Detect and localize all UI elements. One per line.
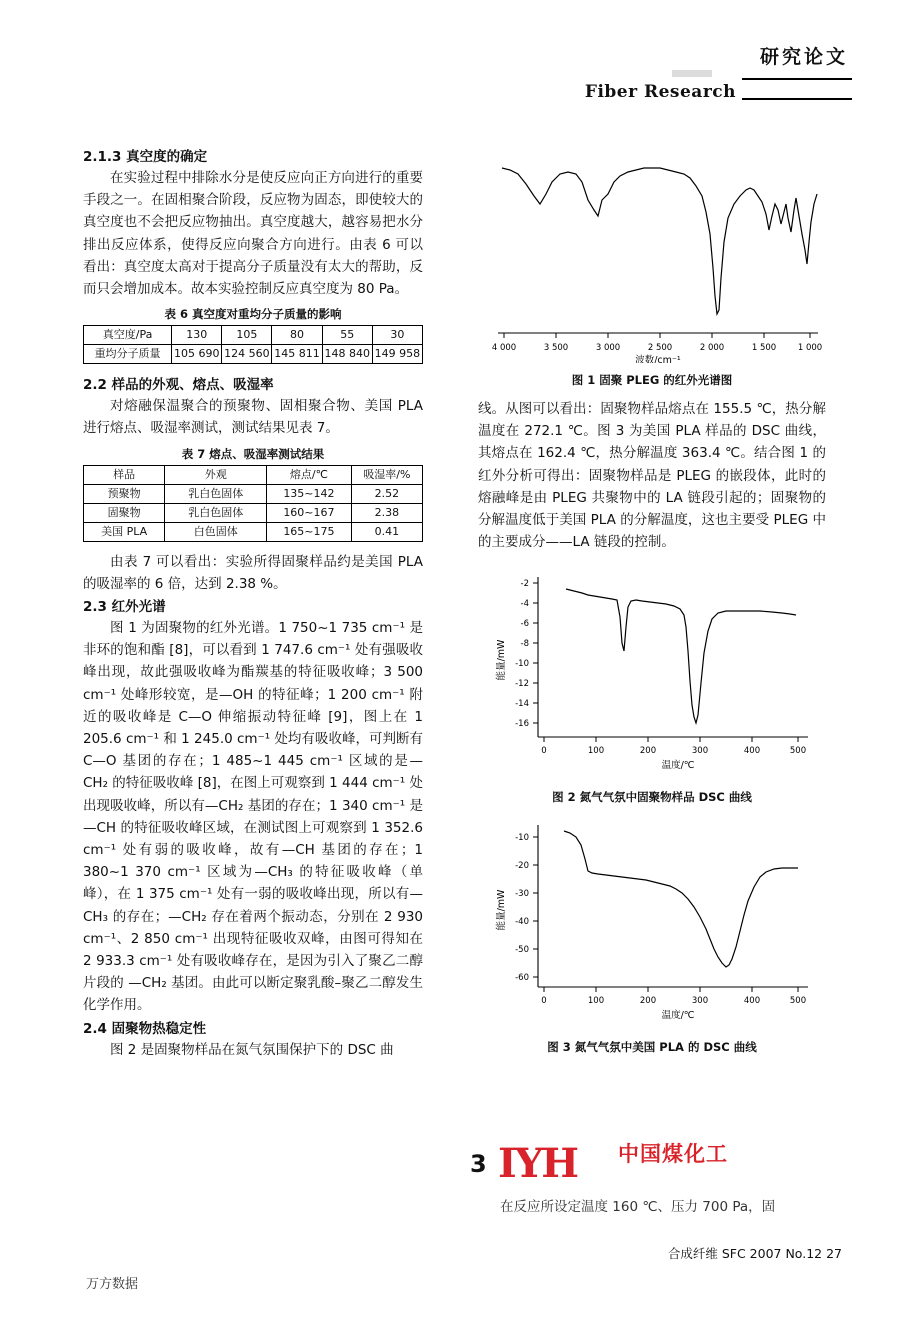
table-cell: 160~167 — [267, 503, 352, 522]
table-cell: 30 — [372, 326, 422, 345]
after-table7-paragraph: 由表 7 可以看出：实验所得固聚样品约是美国 PLA 的吸湿率的 6 倍，达到 2.38 %。 — [83, 553, 423, 592]
page-header — [532, 42, 852, 112]
axis-tick-label: 1 500 — [751, 343, 777, 353]
table-cell: 130 — [172, 326, 222, 345]
table-row — [84, 345, 423, 364]
axis-tick-label: -8 — [520, 639, 529, 650]
table-cell: 白色固体 — [165, 522, 267, 541]
section-23-body: 图 1 为固聚物的红外光谱。1 750~1 735 cm⁻¹ 是非环的饱和酯 [8]，可以看到 1 747.6 cm⁻¹ 处有强吸收峰出现，故此强吸收峰为酯羰基的特征吸收峰；3 500 cm⁻¹ 处峰形较宽，是—OH 的特征峰；1 200 cm⁻¹ 附近的吸收峰是 C—O 伸缩振动特征峰 [9]，图上在 1 205.6 cm⁻¹ 和 1 245.0 cm⁻¹ 处均有吸收峰，可判断有 C—O 基团的存在；1 485~1 445 cm⁻¹ 区域的是—CH₂ 的特征吸收峰 [8]，在图上可观察到 1 444 cm⁻¹ 处出现吸收峰，所以有—CH₂ 基团的存在；1 340 cm⁻¹ 是—CH 的特征吸收峰区域，在测试图上可观察到 1 352.6 cm⁻¹ 处有弱的吸收峰，故有—CH 基团的存在；1 380~1 370 cm⁻¹ 区域为—CH₃ 的特征吸收峰（单峰），在 1 375 cm⁻¹ 处有一弱的吸收峰出现，所以有—CH₃ 的存在；—CH₂ 存在着两个振动态，分别在 2 930 cm⁻¹、2 850 cm⁻¹ 出现特征吸收双峰，由图可得知在 2 933.3 cm⁻¹ 处有吸收峰存在，是因为引入了聚乙二醇片段的 —CH₂ 基团。由此可以断定聚乳酸–聚乙二醇发生化学作用。 — [83, 620, 423, 1014]
figure-2-caption: 图 2 氮气气氛中固聚物样品 DSC 曲线 — [552, 790, 752, 805]
axis-tick-label: -6 — [520, 619, 529, 630]
section-22-body: 对熔融保温聚合的预聚物、固相聚合物、美国 PLA 进行熔点、吸湿率测试，测试结果见表 7。 — [83, 398, 423, 437]
occluded-text-line: 在反应所设定温度 160 ℃、压力 700 Pa，固 — [500, 1199, 776, 1215]
table-6 — [83, 325, 423, 364]
table-row — [84, 522, 423, 541]
figure-2-xlabel: 温度/℃ — [661, 760, 695, 772]
axis-tick-label: -20 — [515, 861, 529, 872]
axis-tick-label: -30 — [515, 889, 529, 900]
table-7 — [83, 465, 423, 542]
figure-2-ylabel: 能量/mW — [496, 639, 507, 681]
axis-tick-label: -50 — [515, 945, 529, 956]
table-cell: 148 840 — [322, 345, 372, 364]
table-header-row — [84, 465, 423, 484]
figure-3 — [478, 815, 826, 1055]
axis-tick-label: -16 — [515, 719, 529, 730]
table-cell: 美国 PLA — [84, 522, 165, 541]
figure-3-ylabel: 能量/mW — [496, 889, 507, 931]
table-cell: 乳白色固体 — [165, 484, 267, 503]
table-cell: 135~142 — [267, 484, 352, 503]
axis-tick-label: 500 — [789, 996, 807, 1007]
figure-2-plot — [478, 565, 826, 780]
axis-tick-label: 0 — [541, 996, 547, 1007]
table-cell: 105 — [222, 326, 272, 345]
figure-2 — [478, 565, 826, 805]
section-22-heading: 2.2 样品的外观、熔点、吸湿率 — [83, 377, 274, 394]
table-cell: 预聚物 — [84, 484, 165, 503]
figure-3-dsc-line — [564, 831, 798, 967]
figure-1-plot — [478, 138, 826, 363]
figure-3-caption: 图 3 氮气气氛中美国 PLA 的 DSC 曲线 — [547, 1040, 757, 1055]
axis-tick-label: -14 — [515, 699, 529, 710]
table6-caption: 表 6 真空度对重均分子质量的影响 — [164, 307, 342, 322]
column-number: 3 — [470, 1150, 487, 1178]
axis-tick-label: -10 — [515, 833, 529, 844]
table7-caption: 表 7 熔点、吸湿率测试结果 — [181, 446, 325, 461]
axis-tick-label: 3 000 — [595, 343, 621, 353]
footer-citation: 合成纤维 SFC 2007 No.12 27 — [667, 1246, 842, 1261]
table-cell: 固聚物 — [84, 503, 165, 522]
axis-tick-label: -60 — [515, 973, 529, 984]
section-23-heading: 2.3 红外光谱 — [83, 599, 166, 616]
axis-tick-label: 500 — [789, 746, 807, 757]
figure-3-plot — [478, 815, 826, 1030]
right-paragraph-1: 线。从图可以看出：固聚物样品熔点在 155.5 ℃，热分解温度在 272.1 ℃。图 3 为美国 PLA 样品的 DSC 曲线，其熔点在 162.4 ℃，热分解温度 363.4 ℃。结合图 1 的红外分析可得出：固聚物样品是 PLEG 的嵌段体，此时的熔融峰是由 PLEG 共聚物中的 LA 链段引起的；固聚物的分解温度低于美国 PLA 的分解温度，这也主要受 PLEG 中的主要成分——LA 链段的控制。 — [478, 401, 826, 551]
axis-tick-label: 400 — [743, 996, 761, 1007]
axis-tick-label: 300 — [691, 996, 709, 1007]
figure-1 — [478, 138, 826, 388]
table-cell: 真空度/Pa — [84, 326, 172, 345]
right-column — [478, 138, 826, 1065]
table-cell: 2.38 — [351, 503, 422, 522]
axis-tick-label: 300 — [691, 746, 709, 757]
axis-tick-label: 2 500 — [647, 343, 673, 353]
table-row — [84, 503, 423, 522]
axis-tick-label: 1 000 — [797, 343, 823, 353]
figure-1-xlabel: 波数/cm⁻¹ — [635, 355, 681, 363]
cnmhg-logo — [470, 1138, 760, 1194]
table-cell: 重均分子质量 — [84, 345, 172, 364]
axis-tick-label: 0 — [541, 746, 547, 757]
axis-tick-label: 100 — [587, 746, 605, 757]
table-header-cell: 样品 — [84, 465, 165, 484]
axis-tick-label: 100 — [587, 996, 605, 1007]
axis-tick-label: 200 — [639, 996, 657, 1007]
axis-tick-label: 400 — [743, 746, 761, 757]
section-24-heading: 2.4 固聚物热稳定性 — [83, 1020, 207, 1037]
axis-tick-label: 2 000 — [699, 343, 725, 353]
header-title-cn: 研究论文 — [759, 46, 848, 68]
table-cell: 2.52 — [351, 484, 422, 503]
section-213-heading: 2.1.3 真空度的确定 — [83, 149, 208, 165]
axis-tick-label: 3 500 — [543, 343, 569, 353]
axis-tick-label: -10 — [515, 659, 529, 670]
table-cell: 80 — [272, 326, 322, 345]
section-213-body: 在实验过程中排除水分是使反应向正方向进行的重要手段之一。在固相聚合阶段，反应物为固态，即使较大的真空度也不会把反应物抽出。真空度越大，越容易把水分排出反应体系，使得反应向聚合方向进行。由表 6 可以看出：真空度太高对于提高分子质量没有太大的帮助，反而只会增加成本。故本实验控制反应真空度为 80 Pa。 — [83, 170, 423, 298]
header-rule-bottom — [742, 98, 852, 100]
table-header-cell: 外观 — [165, 465, 267, 484]
table-header-cell: 吸湿率/% — [351, 465, 422, 484]
figure-2-dsc-line — [566, 589, 796, 723]
logo-mark-icon: IYH — [498, 1140, 578, 1187]
table-cell: 0.41 — [351, 522, 422, 541]
axis-tick-label: -4 — [520, 599, 529, 610]
header-smudge — [672, 70, 712, 77]
logo-name-cn: 中国煤化工 — [618, 1142, 728, 1166]
section-24-body: 图 2 是固聚物样品在氮气氛围保护下的 DSC 曲 — [110, 1041, 394, 1058]
footer-watermark: 万方数据 — [86, 1277, 139, 1292]
table-cell: 105 690 — [172, 345, 222, 364]
header-rule-top — [742, 78, 852, 80]
figure-1-caption: 图 1 固聚 PLEG 的红外光谱图 — [571, 373, 733, 387]
left-column — [83, 145, 423, 1061]
figure-3-xlabel: 温度/℃ — [661, 1010, 695, 1022]
axis-tick-label: 200 — [639, 746, 657, 757]
table-cell: 乳白色固体 — [165, 503, 267, 522]
table-row — [84, 326, 423, 345]
table-cell: 165~175 — [267, 522, 352, 541]
table-cell: 124 560 — [222, 345, 272, 364]
table-row — [84, 484, 423, 503]
table-cell: 145 811 — [272, 345, 322, 364]
axis-tick-label: -2 — [520, 579, 529, 590]
figure-1-spectrum-line — [502, 168, 817, 314]
table-cell: 149 958 — [372, 345, 422, 364]
axis-tick-label: -40 — [515, 917, 529, 928]
axis-tick-label: -12 — [515, 679, 529, 690]
table-header-cell: 熔点/℃ — [267, 465, 352, 484]
table-cell: 55 — [322, 326, 372, 345]
header-title-en: Fiber Research — [584, 82, 736, 102]
axis-tick-label: 4 000 — [491, 343, 517, 353]
